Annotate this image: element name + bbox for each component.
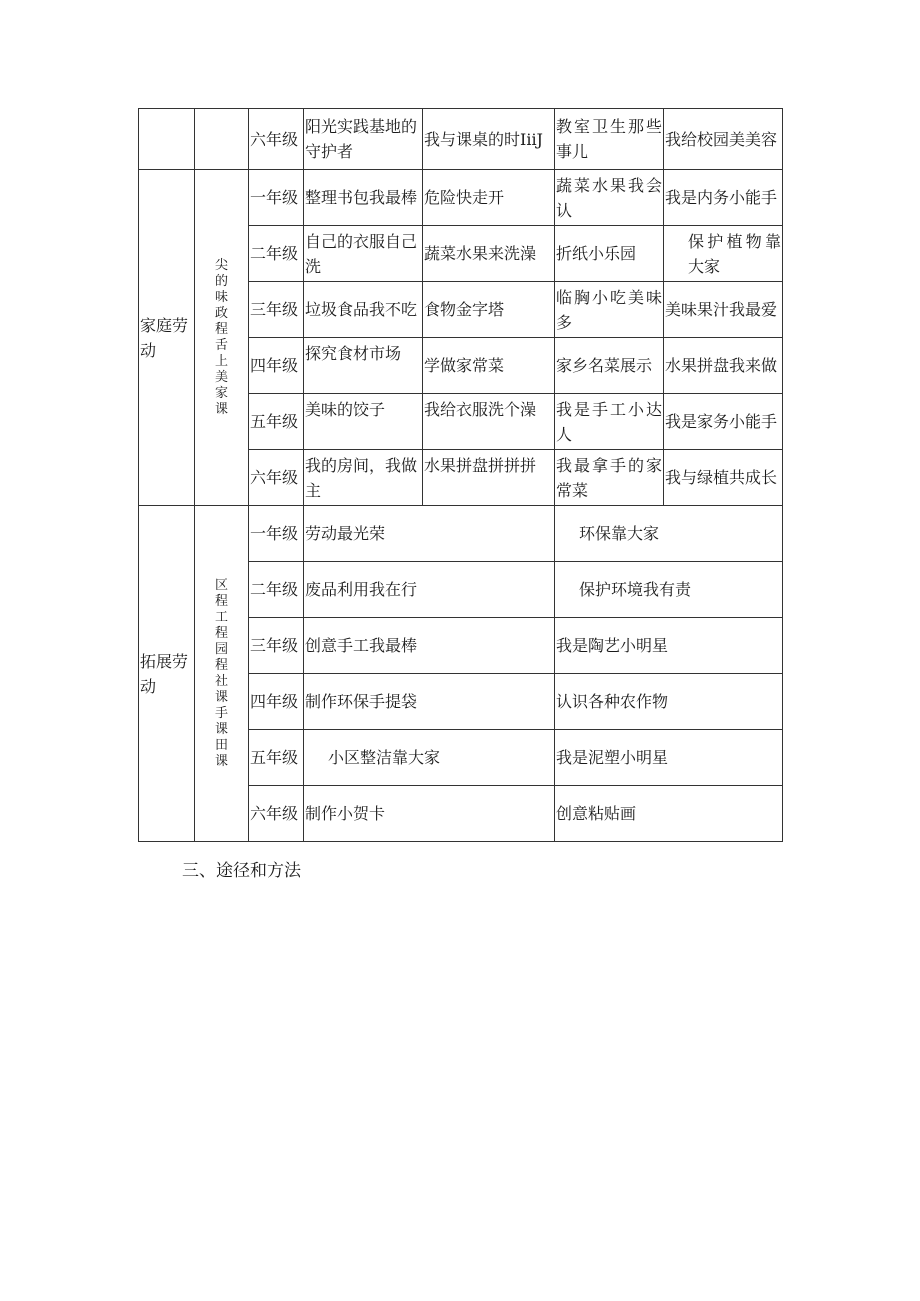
course-cell: 创意手工我最棒 xyxy=(304,618,555,674)
course-cell: 保护植物靠大家 xyxy=(664,226,783,282)
course-cell: 蔬菜水果来洗澡 xyxy=(423,226,555,282)
course-cell: 创意粘贴画 xyxy=(555,786,783,842)
course-cell: 折纸小乐园 xyxy=(555,226,664,282)
grade-cell: 五年级 xyxy=(249,730,304,786)
course-cell: 整理书包我最棒 xyxy=(304,170,423,226)
course-cell: 我是内务小能手 xyxy=(664,170,783,226)
course-cell: 水果拼盘我来做 xyxy=(664,338,783,394)
course-cell: 我是手工小达人 xyxy=(555,394,664,450)
course-cell: 美味的饺子 xyxy=(304,394,423,450)
grade-cell: 四年级 xyxy=(249,338,304,394)
curriculum-table xyxy=(138,108,783,842)
course-cell: 制作小贺卡 xyxy=(304,786,555,842)
course-cell: 探究食材市场 xyxy=(304,338,423,394)
course-cell: 自己的衣服自己洗 xyxy=(304,226,423,282)
course-cell: 食物金字塔 xyxy=(423,282,555,338)
course-cell: 垃圾食品我不吃 xyxy=(304,282,423,338)
course-cell: 阳光实践基地的守护者 xyxy=(304,109,423,170)
course-cell: 我是陶艺小明星 xyxy=(555,618,783,674)
course-cell: 我与课桌的时IiiJ xyxy=(423,109,555,170)
grade-cell: 三年级 xyxy=(249,618,304,674)
subcourse-family: 尖的味政程舌上美家课 xyxy=(195,170,249,506)
grade-cell: 二年级 xyxy=(249,562,304,618)
section-heading: 三、途径和方法 xyxy=(182,861,301,881)
grade-cell: 二年级 xyxy=(249,226,304,282)
course-cell: 教室卫生那些事儿 xyxy=(555,109,664,170)
course-cell: 危险快走开 xyxy=(423,170,555,226)
table-row xyxy=(139,506,783,562)
course-cell: 我最拿手的家常菜 xyxy=(555,450,664,506)
category-family: 家庭劳动 xyxy=(139,170,195,506)
course-cell: 我给校园美美容 xyxy=(664,109,783,170)
course-cell: 学做家常菜 xyxy=(423,338,555,394)
course-cell: 我是泥塑小明星 xyxy=(555,730,783,786)
course-cell: 蔬菜水果我会认 xyxy=(555,170,664,226)
course-cell: 我是家务小能手 xyxy=(664,394,783,450)
grade-cell: 四年级 xyxy=(249,674,304,730)
course-cell: 水果拼盘拼拼拼 xyxy=(423,450,555,506)
category-extended: 拓展劳动 xyxy=(139,506,195,842)
course-cell: 小区整洁靠大家 xyxy=(304,730,555,786)
grade-cell: 六年级 xyxy=(249,109,304,170)
course-cell: 劳动最光荣 xyxy=(304,506,555,562)
course-cell: 我给衣服洗个澡 xyxy=(423,394,555,450)
grade-cell: 六年级 xyxy=(249,786,304,842)
grade-cell: 一年级 xyxy=(249,506,304,562)
subcourse-extended: 区程工程园程社课手课田课 xyxy=(195,506,249,842)
course-cell: 我与绿植共成长 xyxy=(664,450,783,506)
course-cell: 保护环境我有责 xyxy=(555,562,783,618)
course-cell: 制作环保手提袋 xyxy=(304,674,555,730)
course-cell: 美味果汁我最爱 xyxy=(664,282,783,338)
category-cell-blank xyxy=(139,109,195,170)
table-row xyxy=(139,170,783,226)
grade-cell: 三年级 xyxy=(249,282,304,338)
grade-cell: 六年级 xyxy=(249,450,304,506)
course-cell: 临胸小吃美味多 xyxy=(555,282,664,338)
course-cell: 认识各种农作物 xyxy=(555,674,783,730)
course-cell: 家乡名菜展示 xyxy=(555,338,664,394)
grade-cell: 五年级 xyxy=(249,394,304,450)
course-cell: 废品利用我在行 xyxy=(304,562,555,618)
grade-cell: 一年级 xyxy=(249,170,304,226)
course-cell: 环保靠大家 xyxy=(555,506,783,562)
table-row xyxy=(139,109,783,170)
course-cell: 我的房间，我做主 xyxy=(304,450,423,506)
subcourse-cell-blank xyxy=(195,109,249,170)
